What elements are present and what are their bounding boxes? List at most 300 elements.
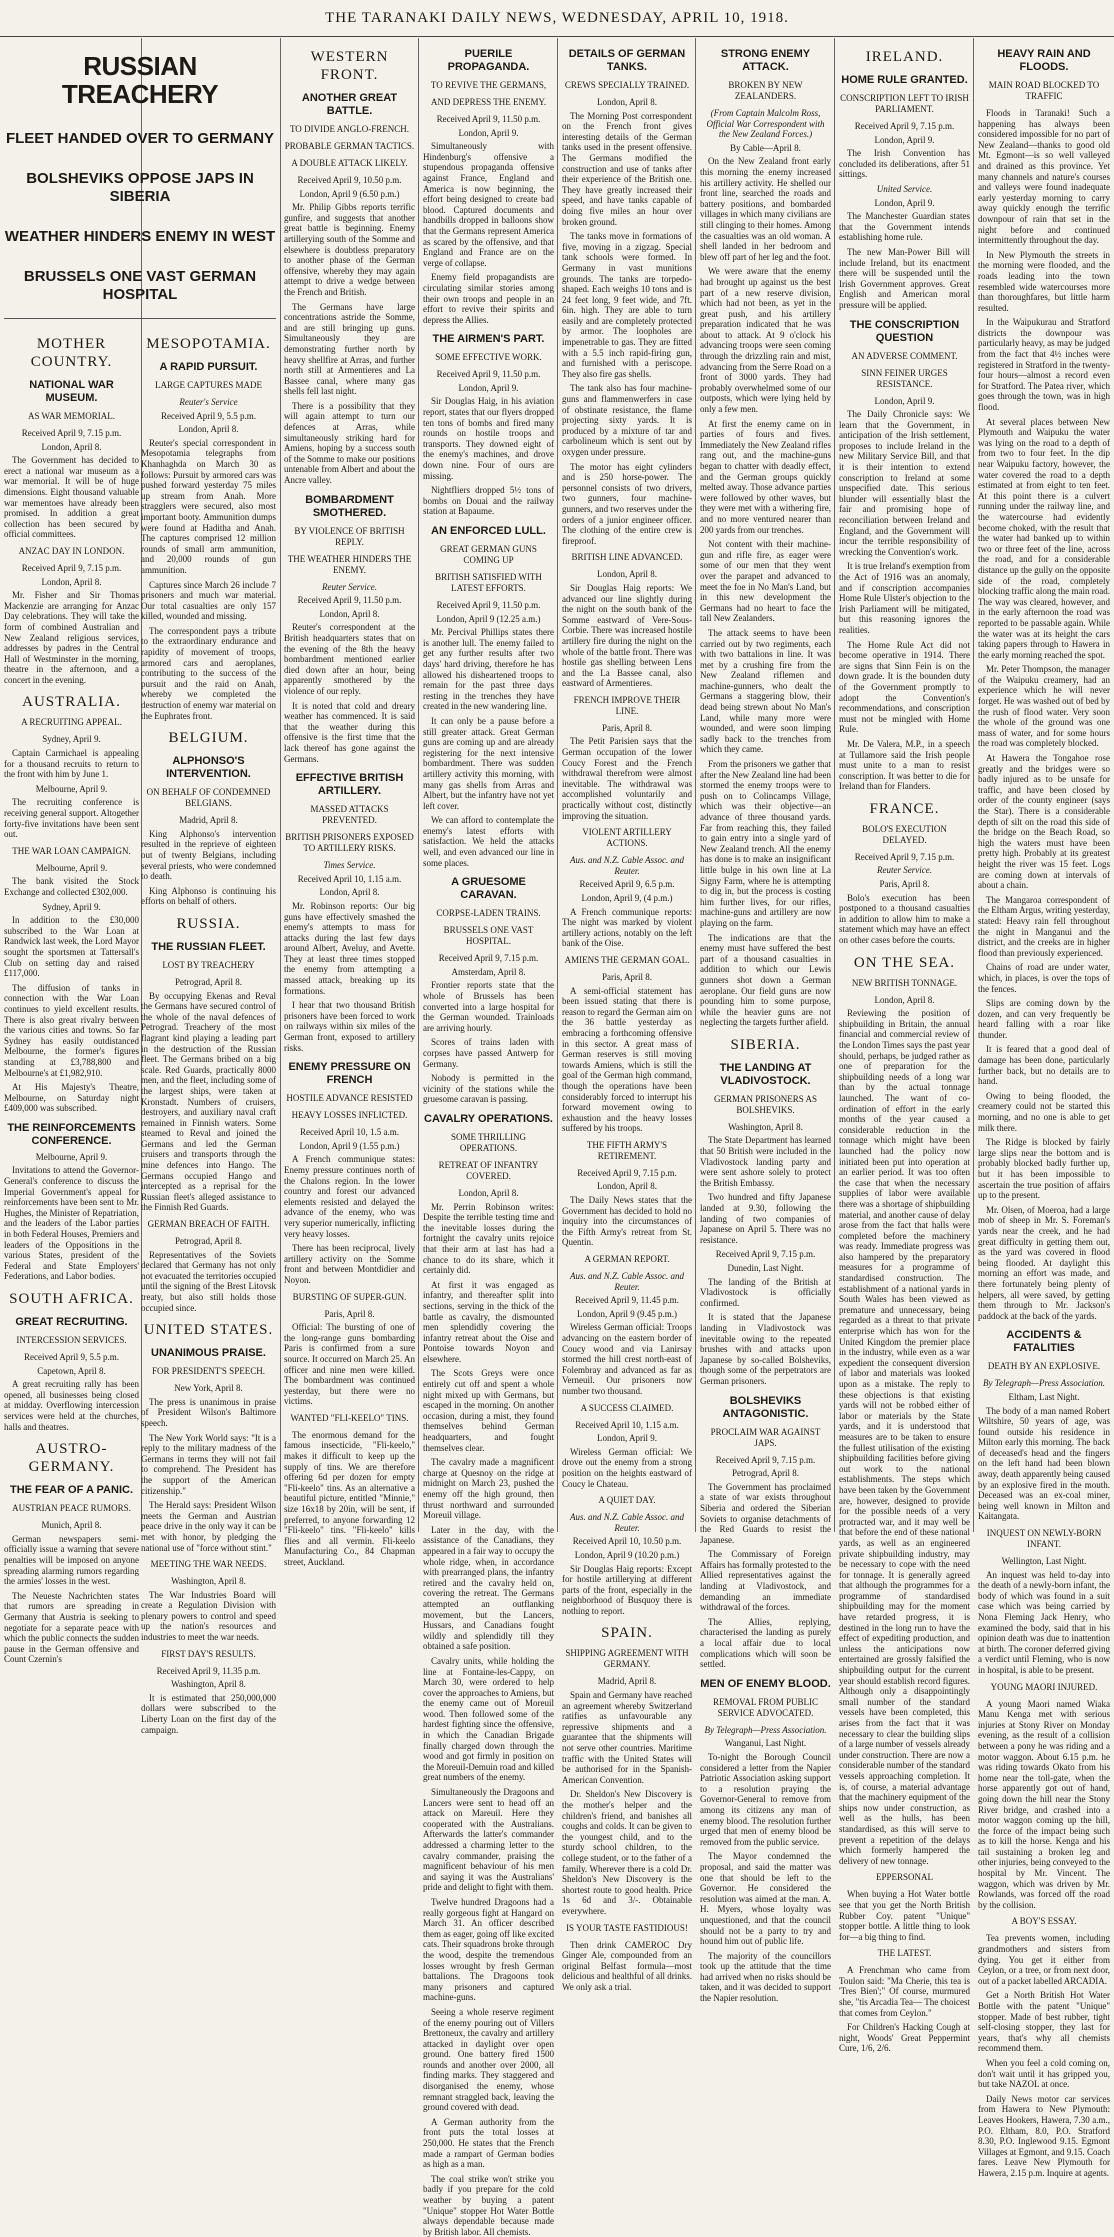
dateline: Sydney, April 9. (42, 901, 101, 912)
subheading: AUSTRIAN PEACE RUMORS. (12, 1503, 131, 1514)
dateline: London, April 8. (874, 994, 935, 1005)
paragraph: The attack seems to have been carried out by two regiments, each with two battalions in line. It was met by a crushing fire from the New Zealand riflemen and machine-gunners, who dealt the Germans a staggering blow, their dead being strewn about No Man's Land, while many more were wounded, and were soon limping sadly back to the trenches from which they came. (700, 627, 831, 755)
paragraph: Reuter's special correspondent in Mesopotamia telegraphs from Khanhaghda on March 30 as follows: Pursuit by armored cars was pushed forward yesterday 75 miles up stream from Anah. More stragglers were secured, also most important booty. Ammunition dumps were found at Haditha and Anah. The captures comprised 12 million rounds of small arm ammunition, and 20,000 rounds of gun ammunition. (141, 437, 276, 575)
paragraph: In New Plymouth the streets in the morning were flooded, and the roads leading into the town resembled wide watercourses more than thoroughfares, but little harm resulted. (978, 249, 1110, 313)
source-line: By Telegraph—Press Association. (704, 1724, 827, 1735)
subheading: VIOLENT ARTILLERY ACTIONS. (582, 827, 672, 849)
dateline: Melbourne, April 9. (35, 1151, 108, 1162)
dateline: London, April 8. (319, 887, 380, 898)
subheading: SOME THRILLING OPERATIONS. (450, 1131, 527, 1153)
subheading: A QUIET DAY. (598, 1495, 656, 1506)
paragraph: Frontier reports state that the whole of Brussels has been converted into a large hospital for the German wounded. Trainloads are arriving hourly. (423, 980, 554, 1033)
subheading: CONSCRIPTION LEFT TO IRISH PARLIAMENT. (840, 93, 969, 114)
received-line: Received April 9, 7.15 p.m. (21, 428, 122, 438)
dateline: Amsterdam, April 8. (451, 966, 526, 977)
paragraph: The Irish Convention has concluded its deliberations, after 51 sittings. (839, 148, 970, 180)
section-heading: A GRUESOME CARAVAN. (451, 876, 526, 902)
received-line: Received April 9, 11.50 p.m. (436, 114, 541, 124)
dateline: Madrid, April 8. (179, 815, 238, 826)
subheading: ALPHONSO'S INTERVENTION. (166, 755, 251, 781)
paragraph: The Home Rule Act did not become operative in 1914. There are signs that Sinn Fein is on the down grade. It is the bounden duty of the Government promptly to adopt the Convention's recommendations, and conscription must not be mingled with Home Rule. (839, 639, 970, 735)
column-8 (974, 40, 1114, 2178)
subheading: NEW BRITISH TONNAGE. (851, 977, 958, 988)
dateline: Petrograd, April 8. (175, 1236, 242, 1247)
subheading: A RAPID PURSUIT. (159, 361, 258, 373)
paragraph: Mr. Perrin Robinson writes: Despite the terrible testing time and the inevitable losses during the fortnight the cavalry units rejoice that their arm at last has had a chance to do its share, which it certainly did. (423, 1201, 554, 1276)
paragraph: Enemy field propagandists are circulating similar stories among their own troops and people in an effort to revive their spirits and depress the Allies. (423, 272, 554, 325)
subheading: BY VIOLENCE OF BRITISH REPLY. (294, 525, 405, 547)
received-line: Received April 9, 7.15 p.m. (854, 851, 955, 862)
column-1-body (4, 327, 139, 1669)
subheading: A DOUBLE ATTACK LIKELY. (291, 158, 408, 168)
paragraph: Mr. De Valera, M.P., in a speech at Tullamore said the Irish people must unite to a man to resist conscription. It was better to die for Ireland than for Flanders. (839, 738, 970, 792)
paragraph: The Germans have large concentrations astride the Somme, and are still bringing up guns. Simultaneously they are demonstrating further north by heavy shellfire at Arras, and further north still at Armentieres and La Bassee canal, where many gas shells fell last night. (284, 301, 415, 397)
subheading: BOMBARDMENT SMOTHERED. (305, 493, 394, 519)
dateline: By Cable—April 8. (730, 142, 801, 153)
paragraph: Reuter's correspondent at the British headquarters states that on the evening of the 8th the heavy bombardment mentioned earlier died down after an hour, being apparently smothered by the violence of our reply. (284, 622, 415, 696)
dateline: Washington, April 8. (728, 1121, 803, 1132)
dateline: London, April 8. (41, 441, 102, 452)
source-line: Reuter Service. (322, 581, 377, 592)
section-heading: BELGIUM. (168, 730, 249, 747)
section-heading: AN ENFORCED LULL. (431, 525, 546, 537)
subheading: UNANIMOUS PRAISE. (151, 1347, 266, 1360)
subheading: ENEMY PRESSURE ON FRENCH (288, 1061, 411, 1087)
subheading: HOME RULE GRANTED. (841, 74, 968, 86)
paragraph: The landing of the British at Vladivostock is officially confirmed. (700, 1276, 831, 1308)
paragraph: A young Maori named Wiaka Manu Kenga met with serious injuries at Stony River on Monday evening, as the result of a collision between a pony he was riding and a motor waggon. About 6.15 p.m. he was riding towards Okato from his home near the toll-gate, when the horse apparently got out of hand, going down the hill near the Stony River bridge, and crashed into a motor waggon coming up the hill, the force of the impact being such as to kill the horse. Kenga and his tail sustaining a broken leg and other injuries, being conveyed to the hospital by Mr. Vincent. The waggon, which was driven by Mr. Rowlands, was forced off the road by the collision. (978, 1698, 1110, 1910)
paragraph: The majority of the councillors took up the attitude that the time had arrived when no risks should be taken, and it was decided to support the Napier resolution. (700, 1950, 831, 2004)
subheading: RETREAT OF INFANTRY COVERED. (438, 1159, 539, 1181)
subheading: A GERMAN REPORT. (584, 1254, 670, 1265)
section-heading: SOUTH AFRICA. (9, 1291, 134, 1307)
paragraph: The Scots Greys were once entirely cut off and spent a whole night mixed up with Germans, but escaped in the morning. On another occasion, during a mist, they found themselves behind German headquarters, and fought themselves clear. (423, 1368, 554, 1453)
dateline: London, April 9. (874, 134, 935, 145)
received-line: Received April 9, 6.5 p.m. (579, 879, 675, 890)
dateline: London, April 9. (458, 127, 519, 138)
paragraph: The War Industries Board will create a Regulation Division with plenary powers to control and speed up the nation's resources and industries to meet the war needs. (141, 1589, 276, 1643)
paragraph: Two hundred and fifty Japanese landed at 9.30, following the landing of two companies of Japanese on April 5. There was no resistance. (700, 1192, 831, 1245)
paragraph: The State Department has learned that 50 British were included in the Vladivostock landing party and were sent ashore solely to protect the British Embassy. (700, 1135, 831, 1188)
column-3 (280, 40, 419, 1567)
section-heading: HEAVY RAIN AND FLOODS. (997, 48, 1091, 73)
subheading: CORPSE-LADEN TRAINS. (436, 908, 541, 919)
dateline: Melbourne, April 9. (35, 862, 108, 873)
paragraph: The recruiting conference is receiving general support. Altogether forty-five invitations have been sent out. (4, 797, 139, 840)
paragraph: Nobody is permitted in the vicinity of the stations while the gruesome caravan is passing. (423, 1073, 554, 1105)
subheading: HEAVY LOSSES INFLICTED. (291, 1110, 408, 1121)
paragraph: At first the enemy came on in parties of fours and fives. Immediately the New Zealand rifles rang out, and the machine-guns began to chatter with deadly effect, and the German groups quickly melted away. Those advance parties were followed by other waves, but they were met with a withering fire, and no more ventured nearer than 200 yards from our trenches. (700, 418, 831, 535)
subheading: PROBABLE GERMAN TACTICS. (284, 141, 415, 151)
paragraph: Captain Carmichael is appealing for a thousand recruits to return to the front with him by June 1. (4, 748, 139, 780)
paragraph: The Government has proclaimed a state of war exists throughout Siberia and ordered the Siberian Soviets to organise detachments of the Red Guards to resist the Japanese. (700, 1481, 831, 1545)
subheading: A SUCCESS CLAIMED. (580, 1402, 674, 1413)
received-line: Received April 9, 11.50 p.m. (436, 600, 541, 610)
subheading: THE REINFORCEMENTS CONFERENCE. (7, 1121, 136, 1147)
paragraph: The Daily News states that the Government has decided to hold no inquiry into the circumstances of the Fifth Army's retreat from St. Quentin. (562, 1195, 692, 1248)
paragraph: Mr. Robinson reports: Our big guns have effectively smashed the enemy's attempts to mass for attacks during the last few days around Albert, Aveluy, and Avette. They at least three times stopped the enemy from attempting a massed attack, breaking up its formations. (284, 900, 415, 996)
subheading: ON BEHALF OF CONDEMNED BELGIANS. (146, 787, 271, 809)
paragraph: Mr. Peter Thompson, the manager of the Waipuku creamery, had an experience which he will never forget. He was washed out of bed by the rush of flood water. Very soon the whole of the ground was one mass of water, and for some hours the road was completely blocked. (978, 664, 1110, 749)
source-line: (From Captain Malcolm Ross, Official War Correspondent with the New Zealand Forces.) (706, 108, 825, 140)
subheading: TO DIVIDE ANGLO-FRENCH. (289, 124, 410, 134)
dateline: London, April 9. (874, 395, 935, 406)
advertisement: Tea prevents women, including grandmothers and sisters from dying. You get it either from Ceylon, or a tree, or from next door, out of a packet labelled ARCADIA. (978, 1933, 1110, 1986)
paragraph: Representatives of the Soviets declared that Germany has not only not evacuated the territories occupied until the signing of the Brest Litovsk treaty, but also still holds those occupied since. (141, 1249, 276, 1313)
paragraph: A great recruiting rally has been opened, all businesses being closed at midday. Overflowing intercession services were held at the churches, halls and theatres. (4, 1379, 139, 1432)
subheading: BOLSHEVIKS ANTAGONISTIC. (722, 1394, 809, 1420)
section-heading: SPAIN. (601, 1625, 653, 1642)
dateline: Washington, April 8. (171, 1679, 246, 1690)
subheading: TO REVIVE THE GERMANS, (430, 80, 547, 90)
advertisement: The coal strike won't strike you badly if you prepare for the cold weather by buying a patent "Unique" stopper Hot Water Bottle always dependable because made by British labor. All chemists. (423, 2173, 554, 2237)
paragraph: The Daily Chronicle says: We learn that the Government, in anticipation of the Irish settlement, proposes to include Ireland in the new Military Service Bill, and that it is their intention to extend conscription to Ireland at some unspecified date. This serious blunder will essentially blast the fair and promising hope of reconciliation between Ireland and England, and the Government will incur the terrible responsibility of wrecking the Convention's work. (839, 409, 970, 557)
paragraph: Nightfliers dropped 5½ tons of bombs on Douai and the railway station at Bapaume. (423, 485, 554, 517)
source-line: Times Service. (323, 860, 376, 871)
paragraph: The press is unanimous in praise of President Wilson's Baltimore speech. (141, 1396, 276, 1428)
subheading: GERMAN BREACH OF FAITH. (147, 1219, 270, 1230)
paragraph: A French communique states: Enemy pressure continues north of the Chalons region. In the lower country and forest our advanced elements resisted and delayed the advance of the enemy, who was very superior numerically, inflicting very heavy losses. (284, 1154, 415, 1239)
divider (4, 318, 276, 319)
paragraph: In the Waipukurau and Stratford districts the downpour was particularly heavy, as may be judged from the fact that 4½ inches were registered in Stratford in the twenty-four hours—almost a record even for Stratford. The Patea river, which goes through the town, was in high flood. (978, 317, 1110, 413)
dateline: London, April 8. (458, 1187, 519, 1198)
dateline: Sydney, April 9. (42, 734, 101, 745)
paragraph: The Allies, replying, characterised the landing as purely a local affair due to local complications which will soon be settled. (700, 1616, 831, 1670)
paragraph: King Alphonso is continuing his efforts on behalf of others. (141, 885, 276, 907)
subheading: WANTED "FLI-KEELO" TINS. (290, 1412, 409, 1423)
dateline: London, April 9 (9.45 p.m.) (577, 1308, 677, 1319)
paragraph: It is true Ireland's exemption from the Act of 1916 was an anomaly, and if conscription accompanies Home Rule Ulster's objection to the Irish Parliament will be mitigated, but this reasoning ignores the realities. (839, 561, 970, 635)
advertisement: Dr. Sheldon's New Discovery is the mother's helper and the children's friend, and banishes all coughs and colds. It can be given to the youngest child, and to the sturdy school children, to the college student, or to the father of a family. Wherever there is a cold Dr. Sheldon's New Discovery is the shortest route to good health. Price 1s 6d and 3/-. Obtainable everywhere. (562, 1789, 692, 1916)
paragraph: To-night the Borough Council considered a letter from the Napier Patriotic Association asking support to a resolution praying the Governor-General to remove from among its citizens any man of enemy blood. The resolution further urged that men of enemy blood be removed from the public service. (700, 1752, 831, 1847)
received-line: Received April 9, 11.45 p.m. (575, 1295, 679, 1306)
subheading: SOME EFFECTIVE WORK. (435, 352, 542, 363)
subheading: BRITISH LINE ADVANCED. (571, 552, 683, 563)
paragraph: The Ridge is blocked by fairly large slips near the bottom and is probably blocked badly further up, but it has been impossible to ascertain the true position of affairs up to the present. (978, 1137, 1110, 1201)
advertisement: Then drink CAMEROC Dry Ginger Ale, compounded from an original Belfast formula—most delicious and healthful of all drinks. We only ask a trial. (562, 1939, 692, 1992)
subheading: LOST BY TREACHERY (162, 959, 255, 970)
dateline: London, April 8. (41, 576, 102, 587)
paragraph: At first it was engaged as infantry, and thereafter split into sections, serving in the thick of the battle as cavalry, the dismounted men splendidly covering the infantry retreat about the Oise and Pontoise towards Noyon and elsewhere. (423, 1279, 554, 1364)
dateline: London, April 9. (874, 197, 935, 208)
paragraph: Bolo's execution has been postponed to a thousand casualties in addition to allow him to make a statement which may have an effect on other cases before the courts. (839, 892, 970, 946)
dateline: Melbourne, April 9. (35, 783, 108, 794)
received-line: Received April 10, 1.15 a.m. (297, 873, 402, 884)
column-4 (419, 40, 558, 2237)
subheading: THE FIFTH ARMY'S RETIREMENT. (586, 1139, 668, 1161)
paragraph: King Alphonso's intervention resulted in the reprieve of eighteen out of twenty Belgians, including several priests, who were condemned to death. (141, 828, 276, 882)
subheading: SHIPPING AGREEMENT WITH GERMANY. (565, 1648, 689, 1670)
section-heading: STRONG ENEMY ATTACK. (720, 48, 811, 73)
dateline: Paris, April 8. (601, 971, 652, 982)
section-heading: CAVALRY OPERATIONS. (424, 1112, 553, 1125)
section-heading: AUSTRO-GERMANY. (28, 1441, 115, 1476)
paragraph: The bank visited the Stock Exchange and collected £302,000. (4, 876, 139, 897)
dateline: London, April 9. (597, 1433, 657, 1444)
subheading: INTERCESSION SERVICES. (16, 1335, 127, 1345)
dateline: London, April 9 (12.25 a.m.) (436, 613, 541, 624)
subheading: MEETING THE WAR NEEDS. (150, 1559, 267, 1570)
dateline: Capetown, April 8. (37, 1365, 106, 1376)
received-line: Received April 9, 7.15 p.m. (438, 953, 539, 964)
source-line: United Service. (876, 183, 933, 194)
received-line: Received April 9, 7.15 p.m. (21, 562, 122, 573)
dateline: London, April 9. (458, 382, 519, 393)
paragraph: The motor has eight cylinders and is 250 horse-power. The personnel consists of two drivers, two gunners, four machine-gunners, and two reserves under the orders of a junior engineer officer. The clothing of the entire crew is fireproof. (562, 461, 692, 546)
section-heading: PUERILE PROPAGANDA. (447, 48, 530, 73)
received-line: Received April 9, 5.5 p.m. (24, 1352, 119, 1362)
paragraph: Slips are coming down by the dozen, and can very frequently be heard falling with a roar like thunder. (978, 998, 1110, 1040)
section-heading: IRELAND. (865, 49, 944, 65)
source-line: Reuter's Service (179, 397, 238, 407)
received-line: Received April 9, 10.50 p.m. (297, 175, 402, 185)
paragraph: The Morning Post correspondent on the French front gives interesting details of the German tanks used in the present offensive. The Germans modified the construction and use of tanks after their experience of the British one. They have greatly increased their speed, and have tanks capable of doing five miles an hour over broken ground. (562, 110, 692, 227)
paragraph: Wireless German official: Troops advancing on the eastern border of Coucy wood and via Lanirsay stormed the hill crest north-east of Folembray and advanced as far as Verneuil. Our prisoners now number two thousand. (562, 1322, 692, 1396)
paragraph: Mr. Olsen, of Moeroa, had a large mob of sheep in Mr. S. Foreman's yards near the creek, and he had great difficulty in getting them out, as the yard was covered in flood being flooded. At daylight this morning an effort was made, and there fortunately being plenty of helpers, all were saved, by getting them through to Mr. Jackson's paddock at the back of the yards. (978, 1204, 1110, 1321)
dateline: London, April 9, (4 p.m.) (581, 893, 673, 903)
column-5 (558, 40, 696, 1992)
subheading: YOUNG MAORI INJURED. (990, 1681, 1098, 1692)
paragraph: In addition to the £30,000 subscribed to the War Loan at Randwick last week, the Lord Mayor sought the sportsmen at Tattersall's Club on setting day and raised £117,000. (4, 915, 139, 979)
received-line: Received April 9, 11.50 p.m. (297, 595, 402, 606)
section-heading: ACCIDENTS & FATALITIES (1006, 1329, 1082, 1355)
subheading: THE LATEST. (877, 1948, 932, 1959)
section-heading: MOTHER COUNTRY. (30, 336, 113, 370)
paragraph: I hear that two thousand British prisoners have been forced to work on railways within six miles of the German front, exposed to artillery risks. (284, 1000, 415, 1053)
paragraph: Owing to being flooded, the creamery could not be started this morning, and no one is able to get milk there. (978, 1090, 1110, 1133)
paragraph: Sir Douglas Haig, in his aviation report, states that our flyers dropped ten tons of bombs and fired many rounds on hostile troops and transports. They downed eight of the enemy's machines, and drove down nine. Four of ours are missing. (423, 396, 554, 481)
paragraph: Not content with their machine-gun and rifle fire, as eager were some of our men that they went over the parapet and advanced to meet the foe in No Man's Land, but in this new development the Germans had no heart to face the tall New Zealanders. (700, 539, 831, 624)
dateline: London, April 8. (319, 608, 380, 619)
subheading: BOLO'S EXECUTION DELAYED. (862, 823, 947, 845)
subheading: AS WAR MEMORIAL. (27, 411, 116, 421)
paragraph: The Mayor condemned the proposal, and said the matter was one that should be left to the Governor. He considered the resolution was aimed at the man. A. H. Myers, whose loyalty was unquestioned, and that the council should not be a party to try and hound him out of public life. (700, 1851, 831, 1947)
dateline: Petrograd, April 8. (732, 1468, 799, 1479)
paragraph: A French communique reports: The night was marked by violent artillery actions, notably on the left bank of the Oise. (562, 906, 692, 949)
subheading: BURSTING OF SUPER-GUN. (292, 1291, 407, 1302)
section-heading: THE CONSCRIPTION QUESTION (849, 318, 960, 344)
section-heading: UNITED STATES. (143, 1322, 274, 1339)
column-1 (0, 40, 280, 1735)
subheading: INQUEST ON NEWLY-BORN INFANT. (986, 1528, 1102, 1550)
dateline: London, April 8. (178, 424, 239, 435)
paragraph: The Mangaroa correspondent of the Eltham Argus, writing yesterday, stated: Heavy rain fell throughout the night in Manganui and the district, and the creeks are in higher flood than previously experienced. (978, 894, 1110, 958)
subheading: GREAT GERMAN GUNS COMING UP (440, 544, 537, 565)
received-line: Received April 9, 11.50 p.m. (436, 369, 541, 380)
received-line: Received April 9, 5.5 p.m. (161, 410, 256, 421)
subheading: ANZAC DAY IN LONDON. (18, 545, 125, 556)
dateline: London, April 9 (6.50 p.m.) (299, 188, 400, 199)
dateline: New York, April 8. (174, 1383, 243, 1394)
dateline: Wellington, Last Night. (1001, 1556, 1087, 1567)
subheading: AMIENS THE GERMAN GOAL. (564, 954, 690, 965)
paragraph: Reviewing the position of shipbuilding in Britain, the annual financial and commercial review of the London Times says the past year should, perhaps, be judged rather as one of preparation for the shipbuilding needs of a long war than by the actual tonnage launched. The want of co-ordination of effort in the early months of the year caused a considerable reduction in the tonnage which might have been launched had the policy now initiated been put into operation at an earlier period. It was too often the case that when the necessary supplies of labor were available there was a shortage of shipbuilding material, and another cause of delay arose from the fact that halls were completed before the machinery was ready. Immediate progress was also hampered by the preparatory measures for a programme of standardised construction. The establishment of a national yards in South Wales has been viewed as premature and unnecessary, being regarded as a threat to that private enterprise which has won for the United Kingdom the premier place in the industry, while even as a war expedient the consequent diversion of labor and materials was looked upon as a mistake. The reply to these objections is that existing yards will not be robbed either of labor or materials by the State yards, and it is understood that measures are to be taken to ensure the fullest utilisation of the existing shipbuilding facilities before giving out work to the national establishments. The steps which have been taken by the Government are, however, designed to provide for the possible needs of a very protracted war, and it may well be that before the end of these national yards, as well as an engineered private shipbuilding industry, may be necessary to cope with the need for tonnage. It is generally agreed that although the programmes for a programme of standardised shipbuilding may for the moment have retarded progress, it is destined in the long run to have the effect of expediting production, and unless the anticipations now entertained are grossly falsified the shipbuilding output for the current year should establish record figures. Although only a disappointingly small number of the standard vessels have been completed, this arises from the fact that it was necessary to clear the building slips of a large number of vessels already under construction. There are now a considerable number of the standard vessels approaching completion. It is, of course, a material advantage that the machinery equipment of the ships now under construction, as well as the hulls, has been standardised, as this will serve to prevent a repetition of the delays which formerly hampered the delivery of new tonnage. (839, 1008, 970, 1866)
paragraph: Simultaneously with Hindenburg's offensive a stupendous propaganda offensive against France, England and America is now beginning, the effort being designed to create bad blood. Captured documents and handbills dropped in balloons show that the Germans represent America as scared by the offensive, and that England and France are on the verge of collapse. (423, 141, 554, 268)
paragraph: It is stated that the Japanese landing in Vladivostock was inevitable owing to the repeated brushes with and attacks upon Japanese by so-called Bolsheviks, though some of the perpetrators are German prisoners. (700, 1312, 831, 1386)
paragraph: Mr. Percival Phillips states there is another lull. The enemy failed to get any further results after two days' hard driving, therefore he has allowed his disheartened troops to remain for the past three days resting in the trenches they have created in the new wandering line. (423, 627, 554, 712)
section-heading: DETAILS OF GERMAN TANKS. (568, 48, 686, 73)
paragraph: The Manchester Guardian states that the Government intends establishing home rule. (839, 211, 970, 243)
dateline: London, April 8. (597, 569, 657, 580)
dateline: London, April 8. (597, 1181, 657, 1192)
paragraph: There is a possibility that they will again attempt to turn our defences at Arras, while simultaneously striking hard for Amiens, hoping by a success south of the Somme to make our positions untenable from Albert and about the Ancre valley. (284, 400, 415, 486)
subheading: BROKEN BY NEW ZEALANDERS. (728, 80, 803, 101)
paragraph: The body of a man named Robert Wiltshire, 50 years of age, was found outside his residence in Milton early this morning. The back of deceased's head and the fingers on the left hand had been blown away, death apparently being caused by an explosive fired in the mouth. Deceased was an ex-coal miner, being well known in Milton and Kaitangata. (978, 1405, 1110, 1522)
paragraph: Sir Douglas Haig reports: Except for hostile artillerying at different parts of the front, especially in the neighborhood of Busquoy there is nothing to report. (562, 1563, 692, 1616)
section-heading: AUSTRALIA. (22, 694, 121, 711)
subheading: CREWS SPECIALLY TRAINED. (564, 80, 690, 90)
subheading: EPPERSONAL (875, 1872, 933, 1883)
subheading: THE RUSSIAN FLEET. (151, 940, 266, 953)
paragraph: Invitations to attend the Governor-General's conference to discuss the Imperial Government's appeal for reinforcements have been sent to Mr. Hughes, the Minister of Repatriation, and the leaders of the Labor parties in both Federal Houses, Premiers and leaders of the Oppositions in the various States, president of the Federal and State Employers' Federations, and Labor bodies. (4, 1165, 139, 1282)
paragraph: Mr. Philip Gibbs reports terrific gunfire, and suggests that another great battle is beginning. Enemy artillerying south of the Somme and elsewhere is doubtless preparatory to another phase of the German offensive, whereby they may again attempt to drive a wedge between the French and British. (284, 202, 415, 297)
received-line: Received April 9, 7.15 p.m. (577, 1167, 677, 1178)
section-heading: RUSSIA. (176, 915, 241, 932)
section-heading: MEN OF ENEMY BLOOD. (700, 1677, 831, 1690)
subheading: DEATH BY AN EXPLOSIVE. (987, 1361, 1101, 1372)
paragraph: The Commissary of Foreign Affairs has formally protested to the Allied representatives against the landing at Vladivostock, and demanding an immediate withdrawal of the forces. (700, 1549, 831, 1613)
paragraph: Chains of road are under water, which, in places, is over the tops of the fences. (978, 962, 1110, 994)
paragraph: Wireless German official: We drove out the enemy from a strong position on the heights eastward of Coucy le Chateau. (562, 1446, 692, 1489)
subheading: A RECRUITING APPEAL. (21, 717, 122, 728)
subheading: BRUSSELS ONE VAST HOSPITAL. (443, 925, 534, 947)
dateline: London, April 9 (10.20 p.m.) (574, 1549, 680, 1560)
column-2 (141, 327, 276, 1739)
source-line: Aus. and N.Z. Cable Assoc. and Reuter. (569, 1271, 685, 1292)
paragraph: At Hawera the Tongahoe rose greatly and the bridges were so badly injured as to be unsafe for traffic, and have been closed by order of the county engineer (says the Star). There is a considerable depth of silt on the road this side of the bridge on the Beach Road, so high the waters must have been pretty high. Probably at its greatest height the river was 15 feet. Logs are coming down at intervals of about a chain. (978, 753, 1110, 891)
subheading: FIRST DAY'S RESULTS. (161, 1648, 256, 1659)
paragraph: Captures since March 26 include 7 prisoners and much war material. Our total casualties are only 157 killed, wounded and missing. (141, 579, 276, 622)
received-line: Received April 9, 7.15 p.m. (715, 1249, 816, 1260)
paragraph: The indications are that the enemy must have suffered the best part of a thousand casualties in addition to which our Lewis gunners shot down a German aeroplane. Our field guns are now pounding him to some purpose, while the heavier guns are not neglecting the targets further afield. (700, 932, 831, 1028)
paragraph: Seeing a whole reserve regiment of the enemy pouring out of Villers Brettoneux, the cavalry and artillery attacked in daylight over open ground. One battery fired 1500 rounds and another over 2000, all finding marks. They staggered and disorganised the enemy, whose remnant straggled back, leaving the ground covered with dead. (423, 2006, 554, 2113)
subheading: MASSED ATTACKS PREVENTED. (310, 804, 389, 826)
subheading: ANOTHER GREAT BATTLE. (301, 92, 398, 117)
column-6 (696, 40, 835, 2004)
dateline: Paris, April 8. (324, 1308, 375, 1319)
paragraph: Simultaneously the Dragoons and Lancers were sent to head off an attack on Mareuil. Here they cooperated with the Australians. Afterwards the latter's commander addressed a charming letter to the cavalry commander, praising the magnificent behaviour of his men and saying it was the Australians' pride and delight to fight with them. (423, 1787, 554, 1893)
paragraph: Twelve hundred Dragoons had a really gorgeous fight at Hangard on March 31. An officer described them as eager, going off like excited cats. Their squadrons broke through the wood, despite the tremendous losses wrought by fresh German battalions. The Dragoons took many prisoners and captured machine-guns. (423, 1896, 554, 2003)
paragraph: The correspondent pays a tribute to the extraordinary endurance and rapidity of movement of troops, armored cars and aeroplanes, contributing to the success of the pursuit and the raid on Anah, whereby we completed the destruction of enemy war material on the Euphrates front. (141, 625, 276, 721)
paragraph: We can afford to contemplate the enemy's latest efforts with satisfaction. We held the attacks well, and even advanced our line in some places. (423, 815, 554, 868)
paragraph: It is feared that a good deal of damage has been done, particularly further back, but no details are to hand. (978, 1044, 1110, 1087)
dateline: London, April 8. (597, 97, 657, 107)
dateline: Petrograd, April 8. (175, 976, 242, 987)
paragraph: The tank also has four machine-guns and flammenwerfers in case of obstinate resistance, the flame projecting sixty yards. It is produced by a mixture of tar and carbolineum which is sent out by oxygen under pressure. (562, 383, 692, 457)
paragraph: An inquest was held to-day into the death of a newly-born infant, the body of which was found in a suit case which was being carried by Nona Fleming Jack Henry, who examined the body, said that in his opinion death was due to inattention at birth. The coroner deferred giving a verdict until Fleming, who is now in hospital, is able to be present. (978, 1569, 1110, 1675)
paragraph: The diffusion of tanks in connection with the War Loan continues to yield excellent results. There is also great rivalry between the various cities and towns. So far Sydney has easily outdistanced Melbourne, the former's figures standing at £3,788,800 and Melbourne's at £1,982,910. (4, 982, 139, 1078)
headline: WEATHER HINDERS ENEMY IN WEST (4, 228, 276, 245)
received-line: Received April 10, 1.15 a.m. (575, 1419, 679, 1430)
advertisement: When buying a Hot Water bottle see that you get the North British Rubber Coy. patent "Unique" stopper bottle. A little thing to look for—a big thing to find. (839, 1889, 970, 1942)
source-line: Aus. and N.Z. Cable Assoc. and Reuter. (569, 855, 685, 876)
advertisement: Get a North British Hot Water Bottle with the patent "Unique" stopper. Made of best rubber, tight self-closing stopper, they last for years, that's why all chemists recommend them. (978, 1990, 1110, 2054)
subheading: LARGE CAPTURES MADE (154, 380, 262, 390)
paragraph: The Neueste Nachrichten states that rumors are spreading in Germany that Austria is seeking to negotiate for a separate peace with which the public connects the sudden pause in the German offensive and Count Czernin's (4, 1590, 139, 1665)
dateline: Washington, April 8. (171, 1576, 246, 1587)
subheading: GERMAN PRISONERS AS BOLSHEVIKS. (713, 1093, 818, 1115)
headline: BOLSHEVIKS OPPOSE JAPS IN SIBERIA (26, 170, 254, 205)
subheading: THE FEAR OF A PANIC. (9, 1484, 134, 1497)
subheading: AN ADVERSE COMMENT. (851, 350, 958, 361)
paragraph: On the New Zealand front early this morning the enemy increased his artillery activity. He shelled our front line, searched the roads and battery positions, and bombarded villages in which many civilians are still clinging to their homes. Among the casualties was an old woman. A shell landed in her bedroom and blew off part of her leg and the foot. (700, 156, 831, 262)
subheading: AND DEPRESS THE ENEMY. (430, 97, 547, 107)
paragraph: By occupying Ekenas and Reval the Germans have secured control of the whole of the naval defences of Petrograd. Treachery of the most flagrant kind playing a leading part in the destruction of the Russian fleet. The Germans bribed on a big scale. Red Guards, practically 8000 men, and the fleet, including some of the largest ships, were taken at Kronstadt. Numbers of cruisers, destroyers, and auxiliary naval craft remained in Finnish waters. Some steamed to Reval and joined the Germans and led the German cruisers and transports through the mine defences into Hango. The Germans occupied Hango and intercepted as a reprisal for the Russian fleet's alleged assistance to the Finnish Red Guards. (141, 990, 276, 1213)
paragraph: The enormous demand for the famous insecticide, "Fli-keelo," makes it difficult to keep up the supply of tins. We are therefore offering 6d per dozen for empty "Fli-keelo" tins. As an alternative a beautiful picture, entitled "Minnie," size 16x18 by 20in, will be sent, if preferred, to anyone forwarding 12 "Fli-keelo" tins. "Fli-keelo" kills flies and all vermin. Fli-keelo Manufacturing Co., 84 Chapman street, Auckland. (284, 1429, 415, 1567)
received-line: Received April 9, 7.15 p.m. (854, 121, 955, 131)
paragraph: The new Man-Power Bill will include Ireland, but its enactment there will be suspended until the Irish Government approves. Great English and American moral pressure will be applied. (839, 246, 970, 310)
subheading: NATIONAL WAR MUSEUM. (29, 379, 114, 404)
headline: FLEET HANDED OVER TO GERMANY (5, 130, 275, 147)
paragraph: At several places between New Plymouth and Waipuku the water was lying on the road to a depth of from two to four feet. In the dip near Waipuku factory, however, the water covered the road to a depth estimated at from eight to ten feet. At this point there is a culvert running under the railway line, and the watercourse had evidently become choked, with the result that the water had banked up to within two or three feet of the line, across the road, and for a considerable distance up the gully on the opposite side of the road, completely blocking traffic along the main road. The way was cleared, however, and in the early afternoon the road was reported to be passable again. While the water was at its height the cars taking papers through to Hawera in the early morning reached the spot. (978, 416, 1110, 660)
subheading: FOR PRESIDENT'S SPEECH. (152, 1366, 265, 1377)
dateline: London, April 9 (1.55 p.m.) (299, 1140, 400, 1151)
subheading: SINN FEINER URGES RESISTANCE. (861, 367, 948, 389)
paragraph: A German authority from the front puts the total losses at 250,000. He states that the French made a rampart of German bodies as high as a man. (423, 2116, 554, 2170)
received-line: Received April 9, 7.15 p.m. (715, 1454, 816, 1465)
advertisement: For Children's Hacking Cough at night, Woods' Great Peppermint Cure, 1/6, 2/6. (839, 2022, 970, 2054)
section-heading: WESTERN FRONT. (310, 49, 389, 83)
section-heading: THE AIRMEN'S PART. (432, 333, 545, 346)
dateline: Dunedin, Last Night. (727, 1263, 804, 1273)
paragraph: It is estimated that 250,000,000 dollars were subscribed to the Liberty Loan on the first day of the campaign. (141, 1692, 276, 1735)
paragraph: The tanks move in formations of five, moving in a zigzag. Special tank schools were formed. In Germany in vast munitions grounds. The tanks are torpedo-shaped. Each weighs 10 tons and is 24 feet long, 9 feet wide, and 7ft. 6in. high. They are able to turn easily and are completely protected by armor. The loopholes are impenetrable to gas. They are fitted with a 5.5 inch rapid-firing gun, and furnished with a periscope. They also fire gas shells. (562, 231, 692, 379)
paragraph: It is noted that cold and dreary weather has commenced. It is said that the weather during this offensive is the first time that the lack thereof has gone against the Germans. (284, 700, 415, 764)
subheading: BRITISH SATISFIED WITH LATEST EFFORTS. (435, 572, 542, 593)
paragraph: There has been reciprocal, lively artillery activity on the Somme front and between Montdidier and Noyon. (284, 1243, 415, 1285)
paragraph: The New York World says: "It is a reply to the military madness of the Germans in terms they will not fail to comprehend. The President has the support of the American citizenship." (141, 1432, 276, 1496)
masthead: THE TARANAKI DAILY NEWS, WEDNESDAY, APRIL 10, 1918. (0, 0, 1114, 37)
subheading: FRENCH IMPROVE THEIR LINE. (573, 694, 681, 716)
dateline: Madrid, April 8. (597, 1676, 657, 1687)
paragraph: Spain and Germany have reached an agreement whereby Switzerland ratifies as unfavourable any repressive shipments and a guarantee that the shipments will not serve other countries. Maritime traffic with the United States will be authorised for in the Spanish-American Convention. (562, 1690, 692, 1785)
subheading: MAIN ROAD BLOCKED TO TRAFFIC (988, 80, 1100, 101)
received-line: Received April 9, 11.35 p.m. (156, 1665, 261, 1676)
paragraph: The Herald says: President Wilson meets the German and Austrian peace drive in the only way it can be met with honor, by pledging the national use of "force without stint." (141, 1500, 276, 1553)
subheading: HOSTILE ADVANCE RESISTED (286, 1093, 413, 1104)
paragraph: The Government has decided to erect a national war museum as a war memorial. It will be of huge dimensions. Eight thousand valuable war mementoes have already been promised. In addition a great collection has been secured by official committees. (4, 455, 139, 540)
subheading: REMOVAL FROM PUBLIC SERVICE ADVOCATED. (712, 1696, 819, 1718)
column-7 (835, 40, 974, 2054)
paragraph: From the prisoners we gather that after the New Zealand line had been stormed the enemy troops were to push on to Colincamps Village, which was their objective—an advance of three thousand yards. Far from reaching this, they failed to gain entry into a single yard of New Zealand trench. All the enemy has done is to make an insignificant little bulge in his own line at La Signy Farm, where he is attempting to dig in, but the process is costing him further lives, for our rifles, machine-guns and artillery are now playing on the farm. (700, 759, 831, 928)
section-heading: FRANCE. (869, 800, 940, 817)
paragraph: Scores of trains laden with corpses have passed Antwerp for Germany. (423, 1037, 554, 1069)
section-heading: ON THE SEA. (853, 954, 956, 971)
paragraph: Official: The bursting of one of the long-range guns bombarding Paris is confirmed from a sure source. It occurred on March 25. An officer and nine men were killed. The bombardment was continued yesterday, but there were no victims. (284, 1322, 415, 1407)
dateline: Munich, April 8. (41, 1520, 102, 1531)
paragraph: Floods in Taranaki! Such a happening has always been considered impossible for no part of New Zealand—thanks to good old Mt. Egmont—is so well valleyed and drained as this province. Yet many channels and nature's courses and valleys were found inadequate early yesterday morning to carry away quickly enough the terrific downpour of rain that set in the night before and continued intermittently throughout the day. (978, 108, 1110, 246)
paragraph: German newspapers semi-officially issue a warning that severe penalties will be imposed on anyone spreading alarming rumors regarding the armies' losses in the west. (4, 1533, 139, 1587)
section-heading: SIBERIA. (730, 1036, 801, 1053)
advertisement: When you feel a cold coming on, don't wait until it has gripped you, but take NAZOL at once. (978, 2057, 1110, 2090)
paragraph: We were aware that the enemy had brought up against us the best part of a new reserve division, which had not been, as yet in the great push, and his artillery preparation indicated that he was about to attack. At 9 o'clock his advancing troops were seen coming through the drizzling rain and mist, advancing from the Serre Road on a front of 3000 yards. They had probably overwhelmed some of our outposts, which were lying held by only a few men. (700, 266, 831, 415)
paragraph: The cavalry made a magnificent charge at Quesnoy on the ridge at midnight on March 23, pushed the enemy off the high ground, then thrust northward and surrounded Moreuil village. (423, 1457, 554, 1521)
paragraph: It can only be a pause before a still greater attack. Great German guns are coming up and are already registering for the next intensive bombardment. There was sudden artillery activity this morning, with many gas shells from Arras and Albert, but the infantry have not yet left cover. (423, 715, 554, 811)
paragraph: Later in the day, with the assistance of the Canadians, they appeared in a fair way to occupy the whole ridge, when, in accordance with prearranged plans, the infantry retired and the cavalry held on, covering the retreat. The Germans attempted an outflanking movement, but the Lancers, Hussars, and Canadians fought wildly and splendidly till they obtained a safe position. (423, 1524, 554, 1652)
source-line: By Telegraph—Press Association. (983, 1378, 1105, 1389)
subheading: PROCLAIM WAR AGAINST JAPS. (710, 1426, 821, 1448)
subheading: GREAT RECRUITING. (15, 1316, 128, 1328)
subheading: THE LANDING AT VLADIVOSTOCK. (719, 1061, 812, 1087)
dateline: Paris, April 8. (601, 722, 652, 733)
dateline: Paris, April 8. (879, 879, 930, 890)
dateline: Eltham, Last Night. (1008, 1391, 1080, 1402)
dateline: Wanganui, Last Night. (724, 1738, 807, 1749)
paragraph: A semi-official statement has been issued stating that there is reason to regard the German aim on the 36 battle yesterday as embracing a forthcoming offensive in this sector. A great mass of German reserves is still moving towards Amiens, which is still the goal of the German high command, though the operations have been considerably forced to interrupt his forward movement owing to exhaustion and the heavy losses suffered by his troops. (562, 985, 692, 1134)
paragraph: Sir Douglas Haig reports: We advanced our line slightly during the night on the south bank of the Somme eastward of Vere-Sous-Corbie. There was increased hostile artillery fire during the night on the whole of the battle front. There was hostile gas shelling between Lens and the La Bassee canal, also eastward of Armentieres. (562, 582, 692, 689)
subheading: THE WAR LOAN CAMPAIGN. (12, 845, 131, 856)
received-line: Received April 10, 10.50 p.m. (572, 1536, 682, 1547)
